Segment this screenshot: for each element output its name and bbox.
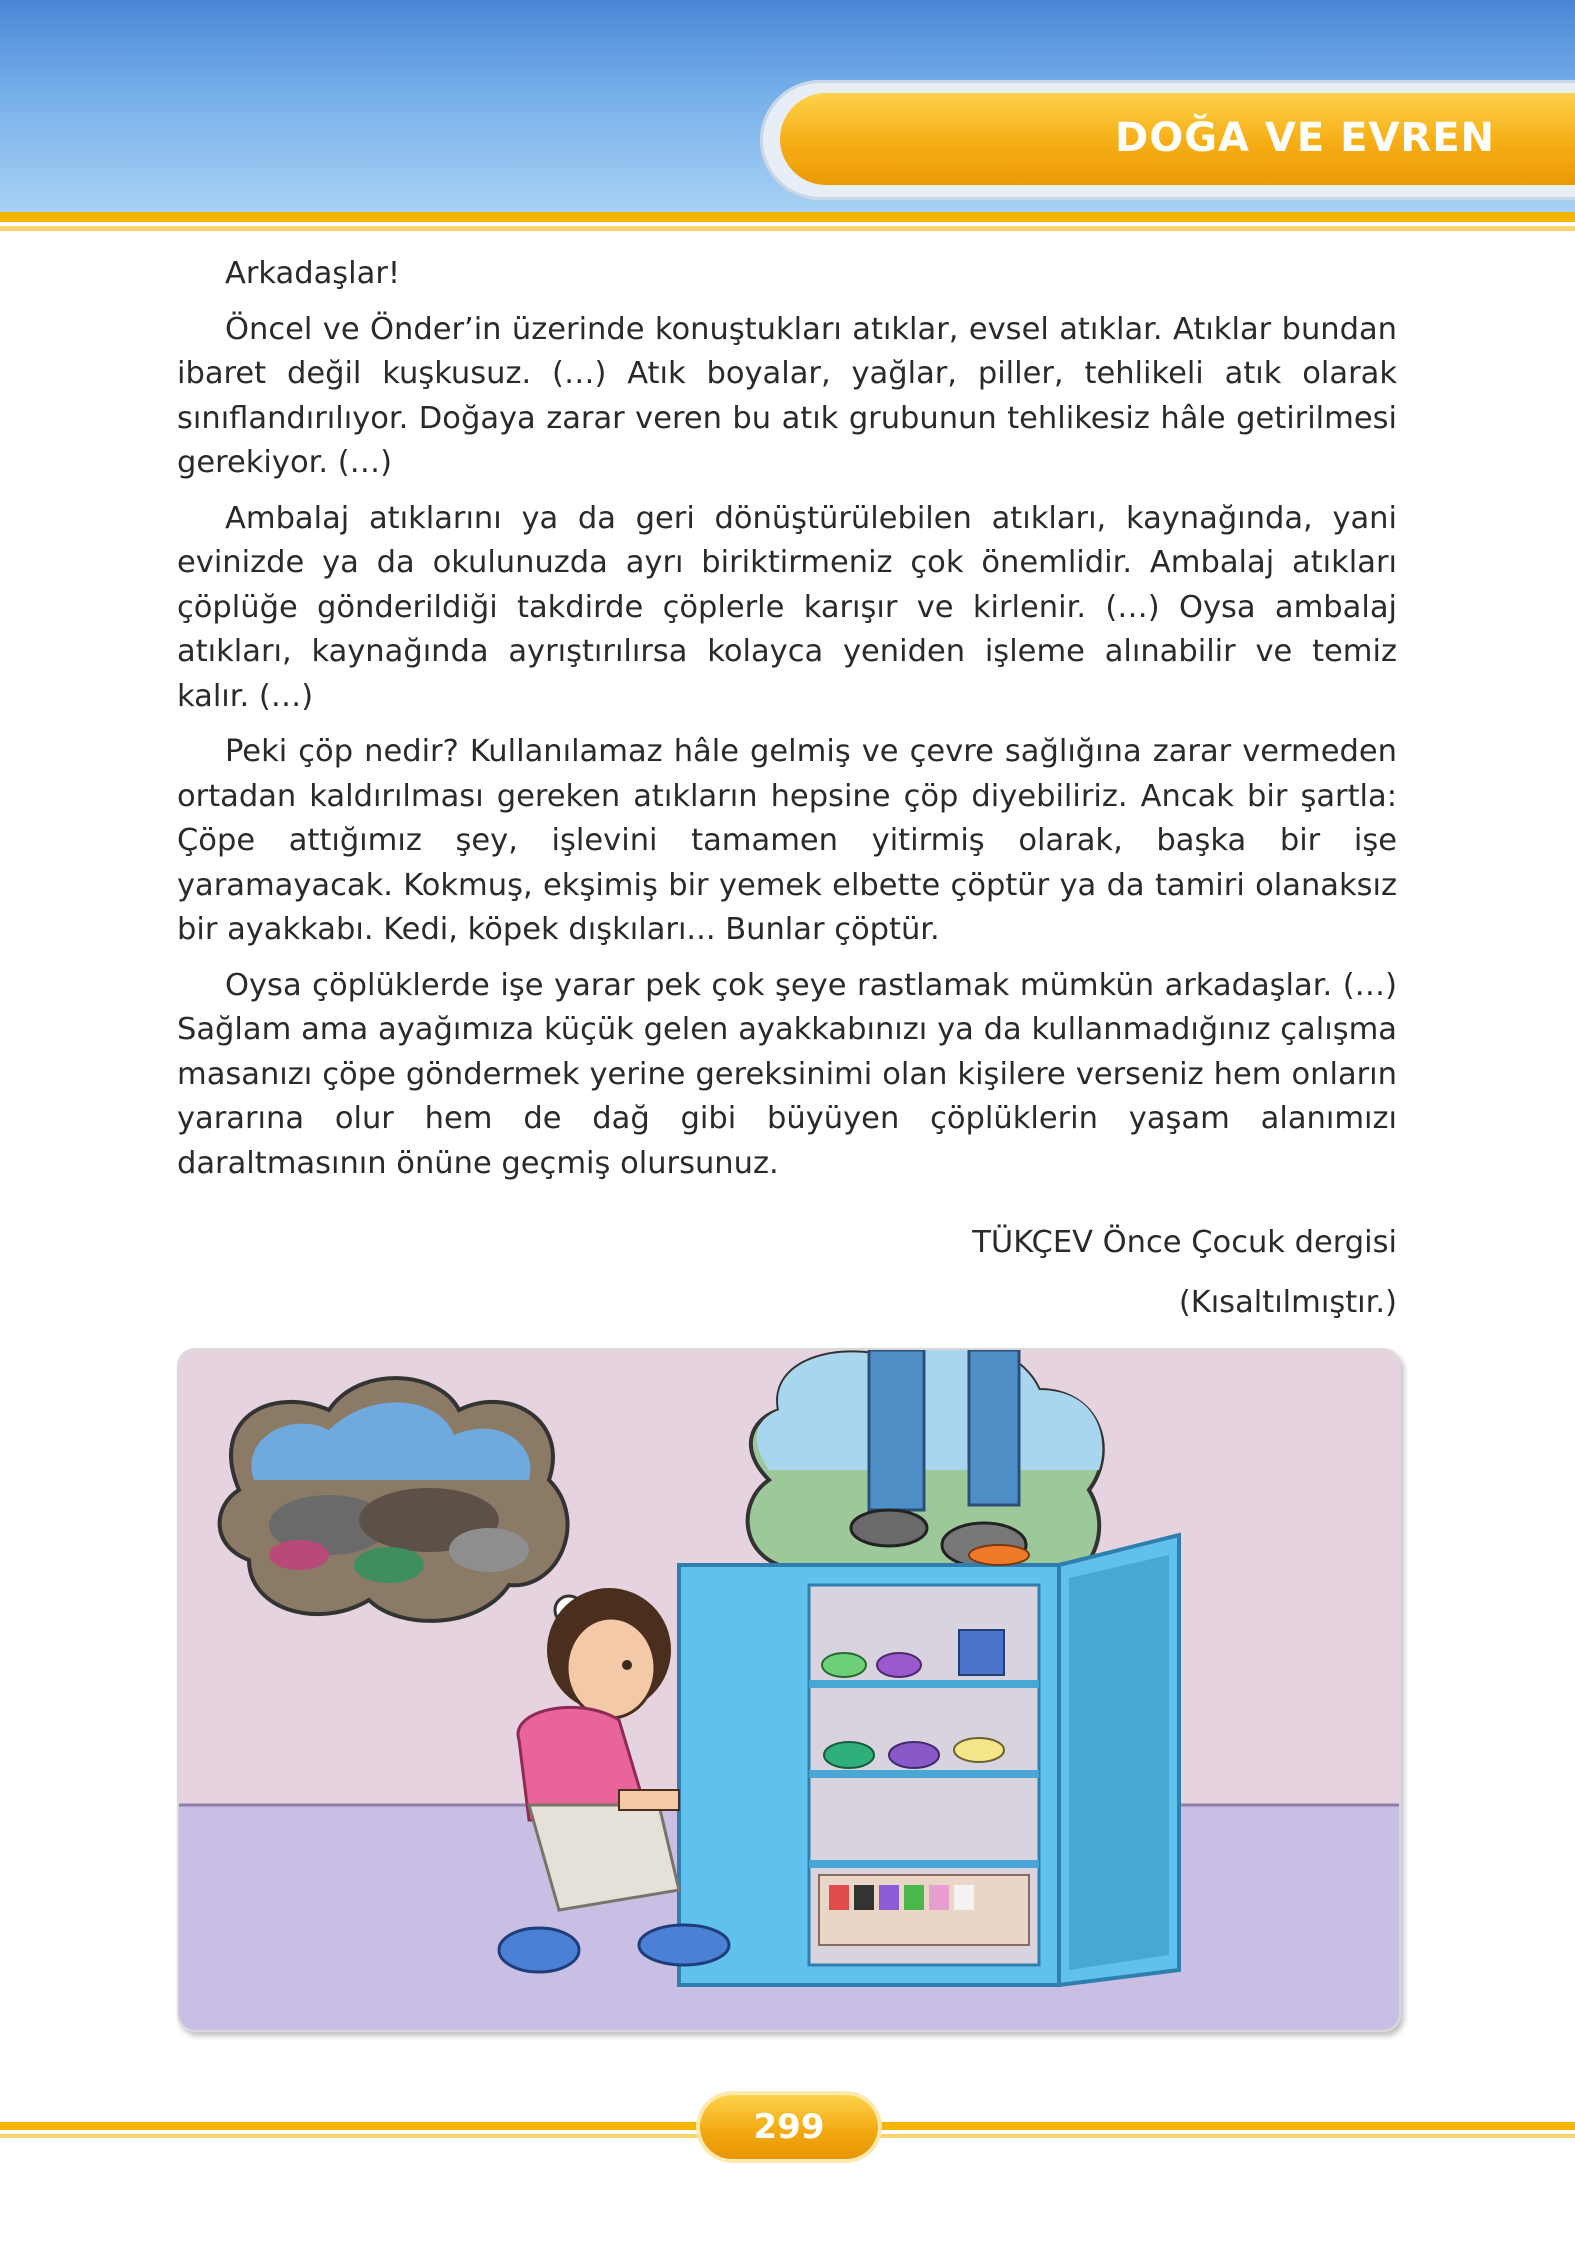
shoe-cabinet <box>679 1535 1179 1985</box>
illustration-drawing <box>179 1350 1399 2030</box>
article-paragraph: Peki çöp nedir? Kullanılamaz hâle gelmiş ve çevre sağlığına zarar vermeden ortadan kaldırılması gereken atıkların hepsine çöp diyebiliriz. Ancak bir şartla: Çöpe attığımız şey, işlevini tamamen yitirmiş olarak, başka bir işe yaramayacak. Kokmuş, ekşimiş bir yemek elbette çöptür ya da tamiri olanaksız bir ayakkabı. Kedi, köpek dışkıları... Bunlar çöptür. <box>177 734 1397 947</box>
footer-rule-right-thin <box>880 2134 1575 2138</box>
footer-rule-left-thin <box>0 2134 710 2138</box>
footer-rule-right <box>880 2122 1575 2130</box>
header-rule <box>0 212 1575 222</box>
article-note: (Kısaltılmıştır.) <box>1178 1285 1397 1320</box>
article-body <box>177 252 1397 1197</box>
article-paragraph: Ambalaj atıklarını ya da geri dönüştürülebilen atıkları, kaynağında, yani evinizde ya da okulunuzda ayrı biriktirmeniz çok önemlidir. Ambalaj atıkları çöplüğe gönderildiği takdirde çöplerle karışır ve kirlenir. (…) Oysa ambalaj atıkları, kaynağında ayrıştırılırsa kolayca yeniden işleme alınabilir ve temiz kalır. (…) <box>177 500 1397 714</box>
header-rule-thin <box>0 226 1575 231</box>
article-greeting: Arkadaşlar! <box>225 256 401 291</box>
article-paragraph: Oysa çöplüklerde işe yarar pek çok şeye rastlamak mümkün arkadaşlar. (…) Sağlam ama ayağımıza küçük gelen ayakkabınızı ya da kullanmadığınız çalışma masanızı çöpe göndermek yerine gereksinimi olan kişilere verseniz hem onların yararına olur hem de dağ gibi büyüyen çöplüklerin yaşam alanımızı daraltmasının önüne geçmiş olursunuz. <box>177 967 1397 1181</box>
page-number: 299 <box>753 2107 825 2147</box>
section-title: DOĞA VE EVREN <box>1114 115 1495 161</box>
article-paragraph: Öncel ve Önder’in üzerinde konuştukları atıklar, evsel atıklar. Atıklar bundan ibaret değil kuşkusuz. (…) Atık boyalar, yağlar, piller, tehlikeli atık olarak sınıflandırılıyor. Doğaya zarar veren bu atık grubunun tehlikesiz hâle getirilmesi gerekiyor. (…) <box>177 311 1397 480</box>
illustration <box>177 1348 1401 2032</box>
footer-rule-left <box>0 2122 710 2130</box>
article-source: TÜKÇEV Önce Çocuk dergisi <box>972 1225 1397 1260</box>
